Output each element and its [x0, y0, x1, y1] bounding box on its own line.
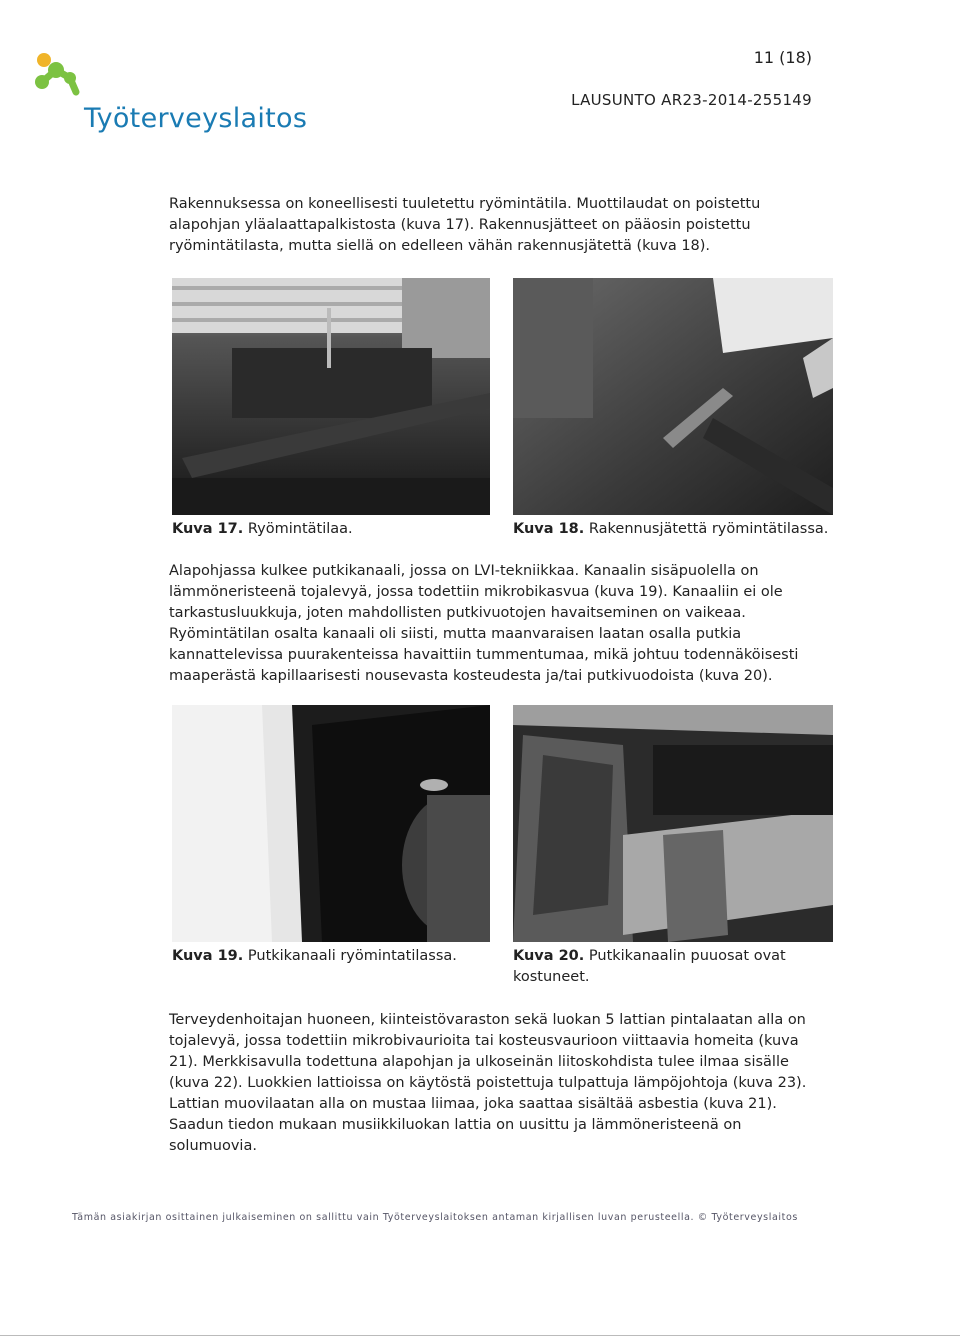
- text-line: kannattelevissa puurakenteissa havaittiin tummentumaa, mikä johtuu todennäköisesti: [169, 647, 799, 663]
- text-line: maaperästä kapillaarisesti nousevasta kosteudesta ja/tai putkivuodoista (kuva 20).: [169, 668, 773, 684]
- text-line: tarkastusluukkuja, joten mahdollisten putkivuotojen havaitseminen on vaikeaa.: [169, 605, 746, 621]
- text-line: Lattian muovilaatan alla on mustaa liimaa, joka saattaa sisältää asbestia (kuva 21).: [169, 1096, 777, 1112]
- photo-kuva-17: [172, 278, 490, 515]
- caption-text-line2: kostuneet.: [513, 969, 590, 985]
- logo-text: Työterveyslaitos: [84, 103, 308, 134]
- text-line: Saadun tiedon mukaan musiikkiluokan lattia on uusittu ja lämmöneristeenä on: [169, 1117, 742, 1133]
- photo-kuva-18: [513, 278, 833, 515]
- caption-text: Putkikanaali ryömintatilassa.: [247, 948, 457, 964]
- caption-label: Kuva 17.: [172, 521, 244, 537]
- caption-label: Kuva 20.: [513, 948, 585, 964]
- text-line: solumuovia.: [169, 1138, 257, 1154]
- caption-kuva-17: [172, 519, 353, 540]
- text-line: tojalevyä, jossa todettiin mikrobivaurioita tai kosteusvaurioon viittaavia homeita (kuva: [169, 1033, 799, 1049]
- text-line: Rakennuksessa on koneellisesti tuuletettu ryömintätila. Muottilaudat on poistettu: [169, 196, 761, 212]
- page-number: 11 (18): [753, 48, 812, 67]
- closing-paragraph: [169, 1010, 809, 1157]
- text-line: alapohjan yläalaattapalkistosta (kuva 17). Rakennusjätteet on pääosin poistettu: [169, 217, 751, 233]
- caption-text: Ryömintätilaa.: [247, 521, 353, 537]
- footer-copyright: Tämän asiakirjan osittainen julkaiseminen on sallittu vain Työterveyslaitoksen antaman kirjallisen luvan perusteella. © Työterveyslaitos: [72, 1212, 798, 1223]
- caption-kuva-19: [172, 946, 457, 967]
- caption-kuva-18: [513, 519, 828, 540]
- bottom-divider: [0, 1335, 960, 1336]
- photo-kuva-19: [172, 705, 490, 942]
- text-line: Terveydenhoitajan huoneen, kiinteistövaraston sekä luokan 5 lattian pintalaatan alla on: [169, 1012, 806, 1028]
- document-id: LAUSUNTO AR23-2014-255149: [571, 91, 812, 109]
- text-line: ryömintätilasta, mutta siellä on edelleen vähän rakennusjätettä (kuva 18).: [169, 238, 711, 254]
- caption-label: Kuva 19.: [172, 948, 244, 964]
- logo-mark-icon: [30, 48, 90, 108]
- text-line: (kuva 22). Luokkien lattioissa on käytöstä poistettuja tulpattuja lämpöjohtoja (kuva 23).: [169, 1075, 807, 1091]
- caption-kuva-20: [513, 946, 813, 988]
- caption-text: Rakennusjätettä ryömintätilassa.: [588, 521, 829, 537]
- text-line: 21). Merkkisavulla todettuna alapohjan ja ulkoseinän liitoskohdista tulee ilmaa sisälle: [169, 1054, 789, 1070]
- intro-paragraph: [169, 194, 809, 257]
- text-line: Alapohjassa kulkee putkikanaali, jossa on LVI-tekniikkaa. Kanaalin sisäpuolella on: [169, 563, 759, 579]
- text-line: lämmöneristeenä tojalevyä, jossa todettiin mikrobikasvua (kuva 19). Kanaaliin ei ole: [169, 584, 783, 600]
- text-line: Ryömintätilan osalta kanaali oli siisti, mutta maanvaraisen laatan osalla putkia: [169, 626, 742, 642]
- caption-text: Putkikanaalin puuosat ovat: [588, 948, 786, 964]
- middle-paragraph: [169, 561, 809, 687]
- photo-kuva-20: [513, 705, 833, 942]
- caption-label: Kuva 18.: [513, 521, 585, 537]
